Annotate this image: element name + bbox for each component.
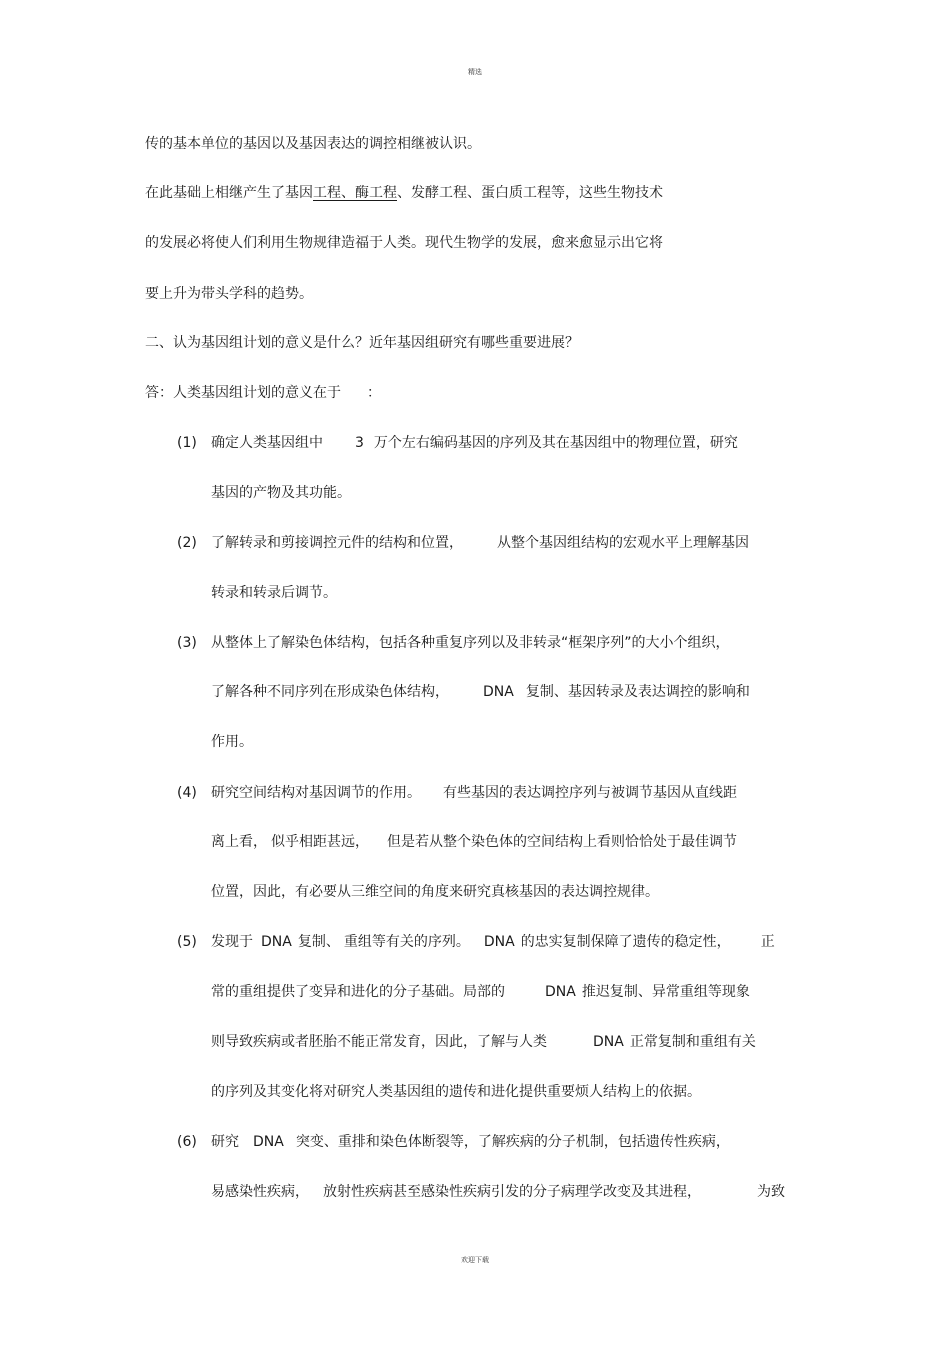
item-2-line-2: 转录和转录后调节。	[211, 585, 337, 601]
item-5-text-d: 重组等有关的序列。	[343, 934, 470, 950]
item-1-text-c: 万个左右编码基因的序列及其在基因组中的物理位置，研究	[373, 435, 738, 451]
item-5-text-c: 复制、	[297, 934, 340, 950]
item-4-line-2	[211, 833, 737, 851]
item-4-text-a: 研究空间结构对基因调节的作用。	[211, 785, 421, 801]
item-6-line-1	[211, 1133, 730, 1151]
item-6-number: (6)	[177, 1134, 197, 1150]
answer-intro	[145, 384, 381, 402]
item-5-line-1	[211, 933, 775, 951]
item-3-line-2	[211, 683, 750, 701]
item-4-line-3: 位置，因此，有必要从三维空间的角度来研究真核基因的表达调控规律。	[211, 884, 659, 900]
item-2-text-b: 从整个基因组结构的宏观水平上理解基因	[497, 535, 749, 551]
para-line-2-c: 、发酵工程、蛋白质工程等，这些生物技术	[397, 185, 663, 201]
item-1-line-2: 基因的产物及其功能。	[211, 485, 351, 501]
item-3-text-b: DNA	[483, 684, 514, 700]
item-3-text-a: 了解各种不同序列在形成染色体结构，	[211, 684, 449, 700]
item-3-line-1: 从整体上了解染色体结构，包括各种重复序列以及非转录“框架序列”的大小个组织，	[211, 635, 730, 651]
item-6-text-c: 突变、重排和染色体断裂等，了解疾病的分子机制，包括遗传性疾病，	[295, 1134, 730, 1150]
item-5-line-2	[211, 983, 750, 1001]
item-3-number: (3)	[177, 635, 197, 651]
item-6-text-e: 放射性疾病甚至感染性疾病引发的分子病理学改变及其进程，	[323, 1184, 701, 1200]
question-heading: 二、认为基因组计划的意义是什么？近年基因组研究有哪些重要进展？	[145, 335, 579, 351]
para-line-3: 的发展必将使人们利用生物规律造福于人类。现代生物学的发展，愈来愈显示出它将	[145, 235, 663, 251]
item-1-line-1	[211, 434, 738, 452]
item-5-text-b: DNA	[261, 934, 292, 950]
item-5-text-g: 正	[760, 934, 775, 950]
item-5-text-i: DNA	[545, 984, 576, 1000]
item-3-text-c: 复制、基因转录及表达调控的影响和	[525, 684, 750, 700]
page-header: 精选	[468, 68, 482, 76]
item-5-text-h: 常的重组提供了变异和进化的分子基础。局部的	[211, 984, 505, 1000]
item-6-text-b: DNA	[253, 1134, 284, 1150]
para-line-2	[145, 184, 663, 202]
para-line-2-underlined: 工程、酶工程	[313, 185, 397, 201]
item-5-text-m: 正常复制和重组有关	[629, 1034, 756, 1050]
item-2-number: (2)	[177, 535, 197, 551]
item-5-text-e: DNA	[483, 934, 515, 950]
item-6-text-f: 为致	[757, 1184, 785, 1200]
item-3-line-3: 作用。	[211, 734, 253, 750]
item-5-number: (5)	[177, 934, 197, 950]
item-5-text-j: 推迟复制、异常重组等现象	[581, 984, 750, 1000]
item-5-text-a: 发现于	[211, 934, 253, 950]
answer-intro-text: 答：人类基因组计划的意义在于	[145, 385, 341, 401]
item-6-text-d: 易感染性疾病，	[211, 1184, 309, 1200]
item-5-line-3	[211, 1033, 756, 1051]
item-4-number: (4)	[177, 785, 197, 801]
item-5-line-4: 的序列及其变化将对研究人类基因组的遗传和进化提供重要烦人结构上的依据。	[211, 1084, 701, 1100]
page-footer: 欢迎下载	[461, 1256, 489, 1264]
item-1-text-a: 确定人类基因组中	[211, 435, 323, 451]
item-1-number: (1)	[177, 435, 197, 451]
para-line-4: 要上升为带头学科的趋势。	[145, 286, 313, 302]
item-6-line-2	[211, 1183, 785, 1201]
para-line-1: 传的基本单位的基因以及基因表达的调控相继被认识。	[145, 136, 481, 152]
item-5-text-l: DNA	[593, 1034, 624, 1050]
item-2-text-a: 了解转录和剪接调控元件的结构和位置，	[211, 535, 463, 551]
item-4-text-e: 但是若从整个染色体的空间结构上看则恰恰处于最佳调节	[387, 834, 737, 850]
item-4-text-b: 有些基因的表达调控序列与被调节基因从直线距	[443, 785, 737, 801]
item-4-line-1	[211, 784, 737, 802]
item-1-text-b: 3	[355, 435, 364, 451]
para-line-2-a: 在此基础上相继产生了基因	[145, 185, 313, 201]
item-4-text-d: 似乎相距甚远，	[271, 834, 369, 850]
item-6-text-a: 研究	[211, 1134, 239, 1150]
item-5-text-f: 的忠实复制保障了遗传的稳定性，	[520, 934, 731, 950]
item-2-line-1	[211, 534, 749, 552]
answer-intro-colon: ：	[367, 385, 381, 401]
item-4-text-c: 离上看，	[211, 834, 267, 850]
item-5-text-k: 则导致疾病或者胚胎不能正常发育，因此，了解与人类	[211, 1034, 547, 1050]
